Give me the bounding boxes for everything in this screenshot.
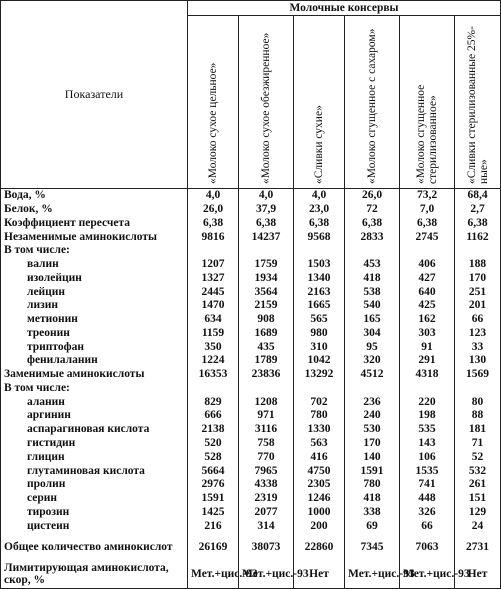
cell-value: 5664 — [188, 464, 239, 478]
product-header-label: «Молоко сгущенное стерилизованное» — [415, 84, 439, 185]
cell-value: 1934 — [239, 271, 294, 285]
product-header-label: «Молоко сухое цельное» — [207, 62, 219, 185]
cell-value: 4318 — [400, 368, 455, 382]
cell-value: 200 — [294, 519, 345, 533]
cell-value: 338 — [345, 505, 400, 519]
cell-value: 538 — [345, 285, 400, 299]
cell-value: 26,0 — [188, 203, 239, 217]
cell-value: 165 — [345, 313, 400, 327]
cell-value: 2833 — [345, 230, 400, 244]
cell-value: Нет — [455, 561, 501, 589]
row-label: Незаменимые аминокислоты — [1, 230, 188, 244]
cell-value: 908 — [239, 313, 294, 327]
cell-value: 435 — [239, 340, 294, 354]
cell-value: 980 — [294, 327, 345, 341]
cell-value: 1789 — [239, 354, 294, 368]
row-label: аспарагиновая кислота — [1, 423, 188, 437]
row-label: В том числе: — [1, 244, 188, 258]
cell-value: 201 — [455, 299, 501, 313]
row-label: Белок, % — [1, 203, 188, 217]
cell-value — [294, 382, 345, 396]
cell-value: 1569 — [455, 368, 501, 382]
cell-value — [345, 382, 400, 396]
cell-value: 14237 — [239, 230, 294, 244]
cell-value: 4338 — [239, 478, 294, 492]
cell-value: 71 — [455, 437, 501, 451]
table-row — [1, 299, 501, 313]
table-row — [1, 519, 501, 533]
table-row — [1, 313, 501, 327]
cell-value: 1759 — [239, 258, 294, 272]
cell-value: 1162 — [455, 230, 501, 244]
table-row — [1, 423, 501, 437]
group-title: Молочные консервы — [188, 1, 501, 16]
table-row — [1, 244, 501, 258]
cell-value: 9816 — [188, 230, 239, 244]
product-header-label: «Молоко сгущенное с сахаром» — [366, 28, 378, 185]
cell-value: 143 — [400, 437, 455, 451]
cell-value: 1330 — [294, 423, 345, 437]
cell-value: 2445 — [188, 285, 239, 299]
cell-value: 73,2 — [400, 189, 455, 203]
cell-value: 1159 — [188, 327, 239, 341]
cell-value: 303 — [400, 327, 455, 341]
cell-value: 52 — [455, 450, 501, 464]
table-row — [1, 327, 501, 341]
cell-value: 66 — [455, 313, 501, 327]
cell-value: 151 — [455, 492, 501, 506]
cell-value: 1470 — [188, 299, 239, 313]
cell-value: 7345 — [345, 533, 400, 561]
row-label: метионин — [1, 313, 188, 327]
cell-value: 535 — [400, 423, 455, 437]
table-row — [1, 478, 501, 492]
row-label: гистидин — [1, 437, 188, 451]
cell-value: 6,38 — [455, 216, 501, 230]
param-column-header: Показатели — [1, 1, 188, 189]
cell-value: 2305 — [294, 478, 345, 492]
cell-value — [239, 382, 294, 396]
cell-value: 26169 — [188, 533, 239, 561]
cell-value: 181 — [455, 423, 501, 437]
cell-value: 1425 — [188, 505, 239, 519]
cell-value: 129 — [455, 505, 501, 519]
cell-value: 418 — [345, 271, 400, 285]
cell-value: 38073 — [239, 533, 294, 561]
cell-value: 236 — [345, 395, 400, 409]
cell-value: 1591 — [188, 492, 239, 506]
cell-value: 666 — [188, 409, 239, 423]
cell-value: 13292 — [294, 368, 345, 382]
row-label: Заменимые аминокислоты — [1, 368, 188, 382]
cell-value: 68,4 — [455, 189, 501, 203]
cell-value: 971 — [239, 409, 294, 423]
cell-value: 2163 — [294, 285, 345, 299]
cell-value: 532 — [455, 464, 501, 478]
cell-value — [188, 382, 239, 396]
cell-value: 520 — [188, 437, 239, 451]
product-header-label: «Молоко сухое обезжиренное» — [260, 32, 272, 185]
cell-value: 6,38 — [294, 216, 345, 230]
cell-value: 106 — [400, 450, 455, 464]
cell-value: 4,0 — [294, 189, 345, 203]
cell-value: 314 — [239, 519, 294, 533]
cell-value: 770 — [239, 450, 294, 464]
cell-value: 6,38 — [188, 216, 239, 230]
cell-value: 758 — [239, 437, 294, 451]
cell-value: 188 — [455, 258, 501, 272]
cell-value: 291 — [400, 354, 455, 368]
table-row — [1, 258, 501, 272]
row-label: глутаминовая кислота — [1, 464, 188, 478]
cell-value: 261 — [455, 478, 501, 492]
product-header-6 — [455, 16, 501, 189]
table-row — [1, 409, 501, 423]
cell-value: Мет.+цис.-93 — [400, 561, 455, 589]
product-header-1 — [188, 16, 239, 189]
row-label: валин — [1, 258, 188, 272]
cell-value: 427 — [400, 271, 455, 285]
cell-value: 563 — [294, 437, 345, 451]
row-label: лизин — [1, 299, 188, 313]
row-label: лейцин — [1, 285, 188, 299]
cell-value: 780 — [345, 478, 400, 492]
cell-value: 7,0 — [400, 203, 455, 217]
cell-value — [294, 244, 345, 258]
cell-value: 634 — [188, 313, 239, 327]
cell-value: 3564 — [239, 285, 294, 299]
row-label: глицин — [1, 450, 188, 464]
table-row — [1, 216, 501, 230]
cell-value: 22860 — [294, 533, 345, 561]
cell-value: 1591 — [345, 464, 400, 478]
cell-value: 6,38 — [239, 216, 294, 230]
cell-value: 91 — [400, 340, 455, 354]
cell-value: 1340 — [294, 271, 345, 285]
cell-value: 1207 — [188, 258, 239, 272]
row-label: фенилаланин — [1, 354, 188, 368]
cell-value: 140 — [345, 450, 400, 464]
cell-value: 1042 — [294, 354, 345, 368]
row-label: Вода, % — [1, 189, 188, 203]
table-row — [1, 230, 501, 244]
cell-value: 1246 — [294, 492, 345, 506]
row-label: Коэффициент пересчета — [1, 216, 188, 230]
row-label: серин — [1, 492, 188, 506]
cell-value: 326 — [400, 505, 455, 519]
cell-value — [400, 244, 455, 258]
cell-value: 2138 — [188, 423, 239, 437]
cell-value: 198 — [400, 409, 455, 423]
cell-value: 2319 — [239, 492, 294, 506]
product-header-label: «Сливки сухие» — [313, 105, 325, 185]
cell-value: 1689 — [239, 327, 294, 341]
cell-value: 4,0 — [188, 189, 239, 203]
cell-value: 26,0 — [345, 189, 400, 203]
cell-value: 4750 — [294, 464, 345, 478]
cell-value: 425 — [400, 299, 455, 313]
cell-value: 530 — [345, 423, 400, 437]
table-row — [1, 354, 501, 368]
cell-value: 7965 — [239, 464, 294, 478]
cell-value: 66 — [400, 519, 455, 533]
row-label: цистеин — [1, 519, 188, 533]
cell-value: 16353 — [188, 368, 239, 382]
cell-value: 2077 — [239, 505, 294, 519]
table-row — [1, 340, 501, 354]
cell-value — [455, 382, 501, 396]
cell-value: 304 — [345, 327, 400, 341]
product-header-5 — [400, 16, 455, 189]
cell-value: 23,0 — [294, 203, 345, 217]
cell-value: 6,38 — [345, 216, 400, 230]
cell-value: 829 — [188, 395, 239, 409]
cell-value: 33 — [455, 340, 501, 354]
cell-value: 9568 — [294, 230, 345, 244]
product-header-4 — [345, 16, 400, 189]
cell-value: 310 — [294, 340, 345, 354]
table-row — [1, 492, 501, 506]
cell-value — [455, 244, 501, 258]
cell-value — [400, 382, 455, 396]
cell-value: Нет — [294, 561, 345, 589]
cell-value: 130 — [455, 354, 501, 368]
cell-value: 2159 — [239, 299, 294, 313]
cell-value: 565 — [294, 313, 345, 327]
table-row — [1, 271, 501, 285]
cell-value: 23836 — [239, 368, 294, 382]
cell-value: 448 — [400, 492, 455, 506]
cell-value: 1503 — [294, 258, 345, 272]
cell-value: 320 — [345, 354, 400, 368]
cell-value: 220 — [400, 395, 455, 409]
cell-value: 88 — [455, 409, 501, 423]
table-row — [1, 450, 501, 464]
row-label: аланин — [1, 395, 188, 409]
cell-value: 1000 — [294, 505, 345, 519]
cell-value: Мет.+цис.-93 — [345, 561, 400, 589]
cell-value — [239, 244, 294, 258]
row-label: тирозин — [1, 505, 188, 519]
cell-value: 170 — [345, 437, 400, 451]
cell-value: 1327 — [188, 271, 239, 285]
cell-value: 540 — [345, 299, 400, 313]
table-row — [1, 533, 501, 561]
cell-value: 741 — [400, 478, 455, 492]
table-row — [1, 395, 501, 409]
row-label: триптофан — [1, 340, 188, 354]
row-label: В том числе: — [1, 382, 188, 396]
cell-value: 453 — [345, 258, 400, 272]
table-row — [1, 437, 501, 451]
table-row — [1, 203, 501, 217]
cell-value: 418 — [345, 492, 400, 506]
cell-value: 4512 — [345, 368, 400, 382]
cell-value: 4,0 — [239, 189, 294, 203]
product-header-2 — [239, 16, 294, 189]
cell-value: 2731 — [455, 533, 501, 561]
cell-value: 123 — [455, 327, 501, 341]
cell-value: Мет.+цис.-93 — [188, 561, 239, 589]
cell-value: 2976 — [188, 478, 239, 492]
table-row — [1, 382, 501, 396]
cell-value: 69 — [345, 519, 400, 533]
cell-value: 640 — [400, 285, 455, 299]
cell-value: 95 — [345, 340, 400, 354]
table-row — [1, 285, 501, 299]
product-header-3 — [294, 16, 345, 189]
row-label: аргинин — [1, 409, 188, 423]
cell-value: 170 — [455, 271, 501, 285]
cell-value: 350 — [188, 340, 239, 354]
row-label: Лимитирующая аминокислота, скор, % — [1, 561, 188, 589]
cell-value: 702 — [294, 395, 345, 409]
table-row — [1, 189, 501, 203]
table-row — [1, 368, 501, 382]
row-label: Общее количество аминокислот — [1, 533, 188, 561]
cell-value: 1224 — [188, 354, 239, 368]
table-row — [1, 464, 501, 478]
table-row — [1, 561, 501, 589]
cell-value: 24 — [455, 519, 501, 533]
cell-value: 1665 — [294, 299, 345, 313]
cell-value — [188, 244, 239, 258]
cell-value: 80 — [455, 395, 501, 409]
cell-value: 1208 — [239, 395, 294, 409]
cell-value: Мет.+цис.-93 — [239, 561, 294, 589]
cell-value: 780 — [294, 409, 345, 423]
cell-value: 240 — [345, 409, 400, 423]
cell-value: 2745 — [400, 230, 455, 244]
cell-value: 37,9 — [239, 203, 294, 217]
cell-value: 251 — [455, 285, 501, 299]
cell-value: 3116 — [239, 423, 294, 437]
row-label: пролин — [1, 478, 188, 492]
product-header-label: «Сливки стерилизованные 25%-ные» — [465, 26, 490, 185]
cell-value: 72 — [345, 203, 400, 217]
cell-value: 528 — [188, 450, 239, 464]
row-label: изолейцин — [1, 271, 188, 285]
cell-value: 406 — [400, 258, 455, 272]
cell-value — [345, 244, 400, 258]
cell-value: 6,38 — [400, 216, 455, 230]
row-label: треонин — [1, 327, 188, 341]
header-row-group — [1, 1, 501, 16]
cell-value: 416 — [294, 450, 345, 464]
cell-value: 7063 — [400, 533, 455, 561]
cell-value: 1535 — [400, 464, 455, 478]
cell-value: 162 — [400, 313, 455, 327]
cell-value: 2,7 — [455, 203, 501, 217]
cell-value: 216 — [188, 519, 239, 533]
table-row — [1, 505, 501, 519]
